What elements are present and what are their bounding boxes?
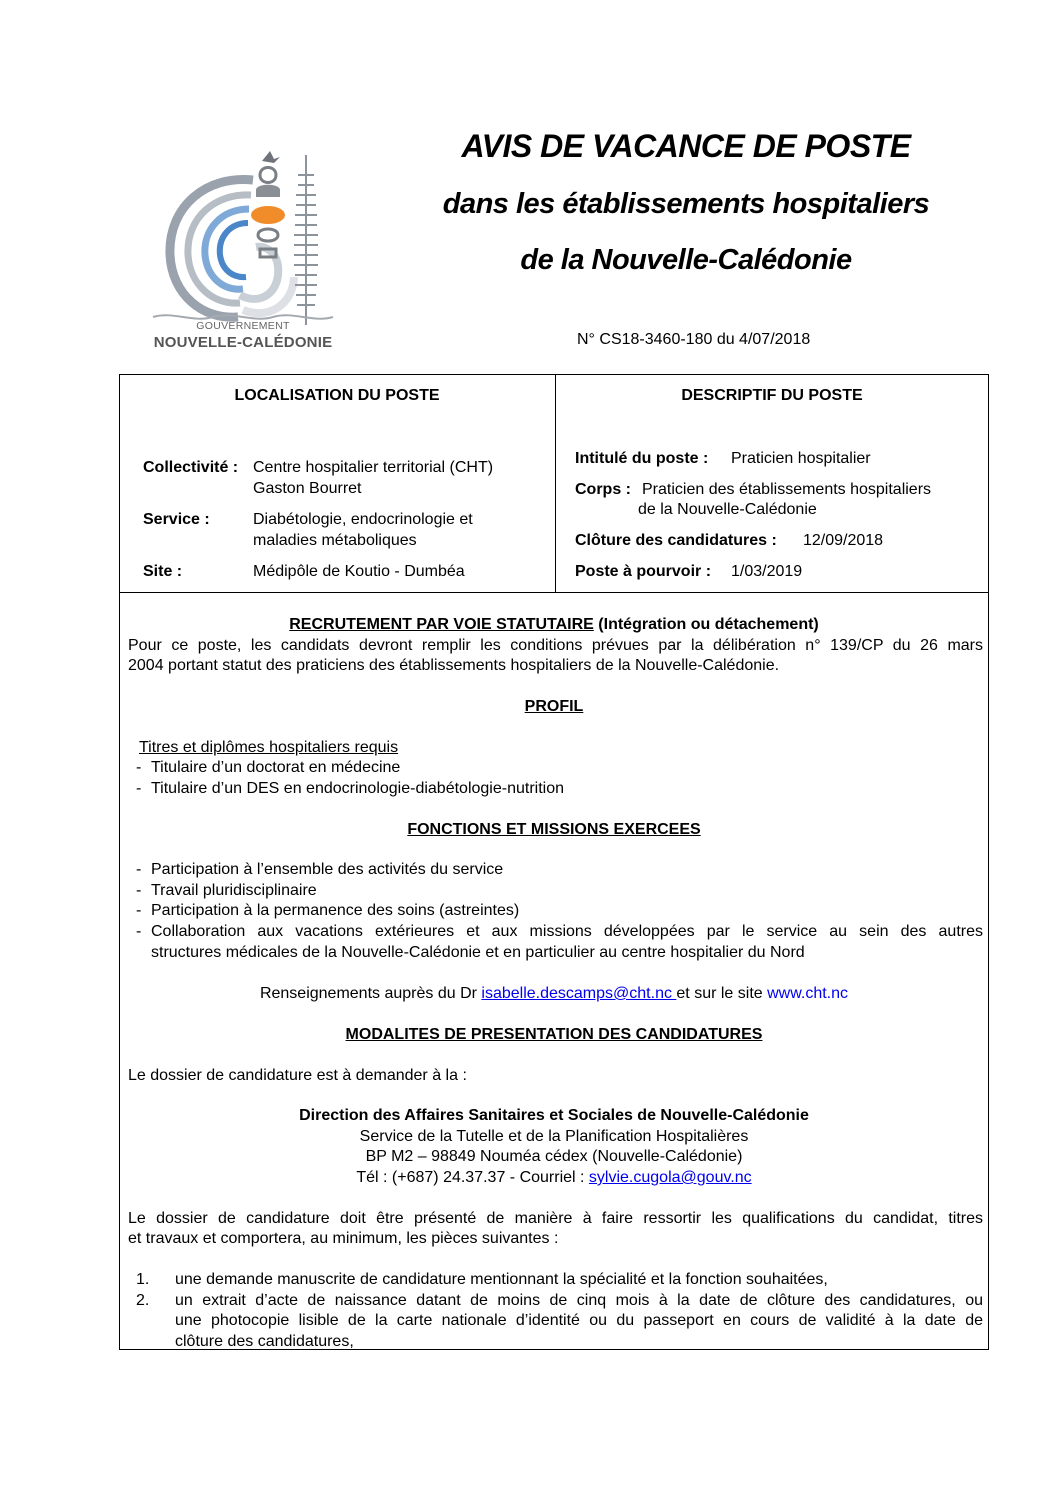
piece-item-1: une demande manuscrite de candidature mentionnant la spécialité et la fonction souhaitées, [175,1271,828,1288]
column-divider [555,374,556,593]
profil-item-2: Titulaire d’un DES en endocrinologie-diabétologie-nutrition [151,780,564,797]
intitule-value: Praticien hospitalier [731,450,871,467]
collectivite-value-line1: Centre hospitalier territorial (CHT) [253,459,494,476]
renseignements-prefix: Renseignements auprès du Dr [259,985,482,1002]
section-divider [119,592,989,593]
fonctions-item-1: Participation à l’ensemble des activités du service [151,861,504,878]
fonctions-item-2: Travail pluridisciplinaire [151,882,317,899]
website-link[interactable]: www.cht.nc [767,985,849,1002]
page-subtitle-line1: dans les établissements hospitaliers [442,188,930,220]
organisation-name: Direction des Affaires Sanitaires et Sociales de Nouvelle-Calédonie [299,1107,809,1124]
fonctions-item-dash: - [136,882,142,899]
organisation-email-link[interactable]: sylvie.cugola@gouv.nc [588,1169,752,1186]
corps-value-line2: de la Nouvelle-Calédonie [638,501,817,518]
service-label: Service : [143,511,210,528]
profil-subheading: Titres et diplômes hospitaliers requis [139,739,399,756]
recrutement-paragraph-line2: 2004 portant statut des praticiens des établissements hospitaliers de la Nouvelle-Calédonie. [128,657,780,674]
descriptif-heading: DESCRIPTIF DU POSTE [681,387,863,404]
renseignements-line [119,985,989,1003]
modalites-heading: MODALITES DE PRESENTATION DES CANDIDATURES [345,1026,763,1043]
service-value-line1: Diabétologie, endocrinologie et [253,511,473,528]
fonctions-item-3: Participation à la permanence des soins (astreintes) [151,902,520,919]
piece-item-2-line1: un extrait d’acte de naissance datant de moins de cinq mois à la date de clôture des candidatures, ou [175,1292,983,1309]
organisation-service: Service de la Tutelle et de la Planification Hospitalières [359,1128,749,1145]
contact-email-link[interactable]: isabelle.descamps@cht.nc [481,985,677,1002]
collectivite-value-line2: Gaston Bourret [253,480,362,497]
fonctions-heading: FONCTIONS ET MISSIONS EXERCEES [407,821,701,838]
fonctions-item-dash: - [136,861,142,878]
logo-country-text: NOUVELLE-CALÉDONIE [153,334,333,351]
profil-heading: PROFIL [524,698,584,715]
poste-value: 1/03/2019 [731,563,803,580]
collectivite-label: Collectivité : [143,459,239,476]
fonctions-item-4-line2: structures médicales de la Nouvelle-Calédonie et en particulier au centre hospitalier du Nord [151,944,805,961]
fonctions-item-4-line1: Collaboration aux vacations extérieures et aux missions développées par le service au sein des autres [151,923,983,940]
intitule-label: Intitulé du poste : [575,450,709,467]
site-value: Médipôle de Koutio - Dumbéa [253,563,465,580]
renseignements-middle: et sur le site [676,985,768,1002]
organisation-phone: Tél : (+687) 24.37.37 - Courriel : [356,1169,589,1186]
logo-government-text: GOUVERNEMENT [196,320,290,332]
page-subtitle-line2: de la Nouvelle-Calédonie [520,244,852,276]
organisation-address: BP M2 – 98849 Nouméa cédex (Nouvelle-Calédonie) [365,1148,743,1165]
piece-item-2-line3: clôture des candidatures, [175,1333,354,1350]
fonctions-item-dash: - [136,923,142,940]
pine-tree-icon [294,155,318,325]
modalites-intro: Le dossier de candidature est à demander à la : [128,1067,467,1084]
site-label: Site : [143,563,183,580]
profil-item-dash: - [136,780,142,797]
piece-item-2-line2: une photocopie lisible de la carte nationale d’identité ou du passeport en cours de validité à la date de [175,1312,983,1329]
organisation-contact [119,1169,989,1187]
profil-item-dash: - [136,759,142,776]
piece-item-number: 2. [136,1292,150,1309]
fonctions-item-dash: - [136,902,142,919]
piece-item-number: 1. [136,1271,150,1288]
reference-number: N° CS18-3460-180 du 4/07/2018 [577,331,811,348]
dossier-paragraph-line2: et travaux et comportera, au minimum, les pièces suivantes : [128,1230,559,1247]
localisation-heading: LOCALISATION DU POSTE [234,387,440,404]
orange-oval-icon [251,206,285,224]
recrutement-heading [119,616,989,634]
corps-label: Corps : [575,481,631,498]
profil-item-1: Titulaire d’un doctorat en médecine [151,759,401,776]
cloture-label: Clôture des candidatures : [575,532,777,549]
bird-icon [262,151,280,163]
recrutement-heading-main: RECRUTEMENT PAR VOIE STATUTAIRE [289,616,594,633]
dossier-paragraph-line1: Le dossier de candidature doit être présenté de manière à faire ressortir les qualifications du candidat, titres [128,1210,983,1227]
service-value-line2: maladies métaboliques [253,532,417,549]
page-title: AVIS DE VACANCE DE POSTE [461,128,911,164]
recrutement-paragraph-line1: Pour ce poste, les candidats devront remplir les conditions prévues par la délibération n° 139/CP du 26 mars [128,637,983,654]
poste-label: Poste à pourvoir : [575,563,712,580]
cloture-value: 12/09/2018 [803,532,884,549]
corps-value-line1: Praticien des établissements hospitaliers [642,481,932,498]
recrutement-heading-rest: (Intégration ou détachement) [593,616,819,633]
